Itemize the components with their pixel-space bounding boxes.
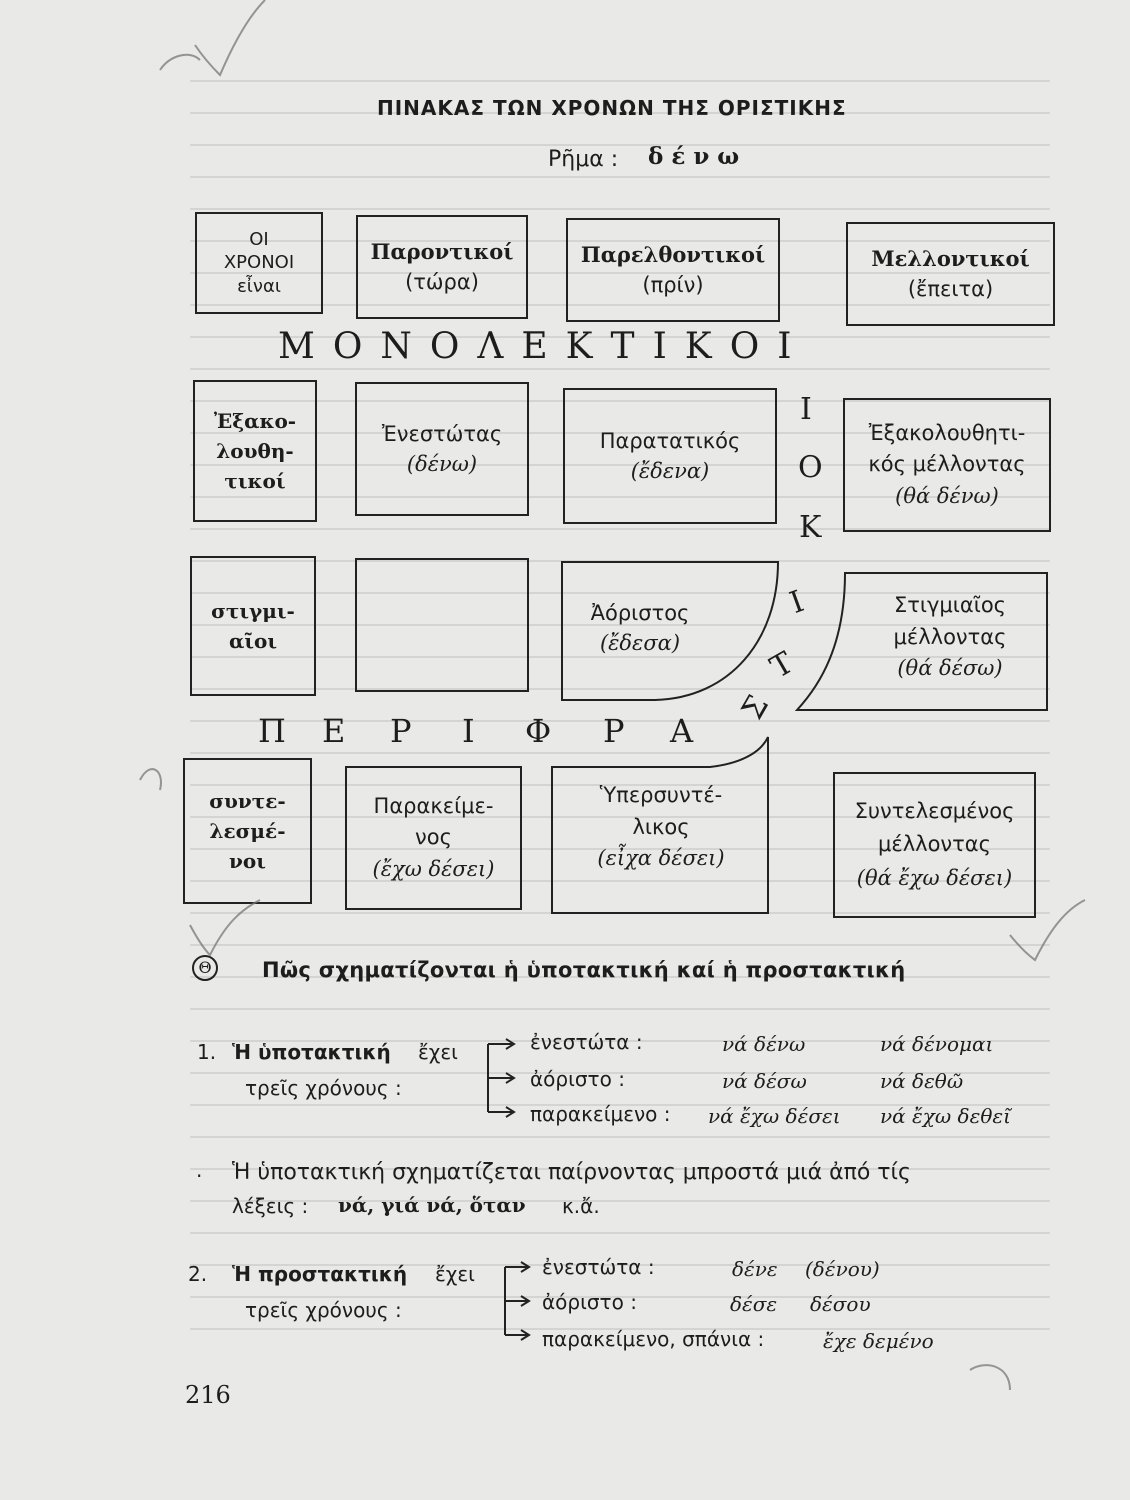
page-number: 216 xyxy=(185,1381,231,1409)
subj-passive: νά δεθῶ xyxy=(880,1069,964,1093)
tense-name: κός μέλλοντας xyxy=(868,452,1026,477)
verb-label: Ρῆμα : xyxy=(548,147,619,172)
periphrastikoi-letter: Ι xyxy=(462,712,475,750)
label-line: στιγμι- xyxy=(211,599,295,623)
tense-example: (θά δέσω) xyxy=(897,656,1003,680)
label-line: συντε- xyxy=(209,789,286,813)
subj-tense-name: παρακείμενο : xyxy=(530,1102,671,1126)
subjunctive-num: 1. xyxy=(197,1040,217,1064)
tense-example: (θά ἔχω δέσει) xyxy=(856,865,1013,890)
tense-example: (ἔδεσα) xyxy=(599,631,681,656)
verb: δ έ ν ω xyxy=(648,143,740,170)
subjunctive-note-words-label: λέξεις : xyxy=(232,1194,309,1218)
monolektikoi-vertical-letter: Τ xyxy=(764,645,800,686)
imperative-has: ἔχει xyxy=(435,1262,475,1286)
section-mark: Θ xyxy=(192,955,218,981)
imp-passive: δέσου xyxy=(810,1292,871,1316)
tense-name: νος xyxy=(415,825,452,850)
tense-name: Ἀόριστος xyxy=(590,601,690,625)
header-line: Παροντικοί xyxy=(370,238,514,264)
label-line: Ἐξακο- xyxy=(213,409,297,433)
subjunctive-three-tenses: τρεῖς χρόνους : xyxy=(245,1076,402,1100)
periphrastikoi-letter: Ρ xyxy=(390,712,412,750)
subj-active: νά δέσω xyxy=(722,1069,807,1093)
tense-name: Ὑπερσυντέ- xyxy=(599,783,723,807)
header-line: ΟΙ xyxy=(249,228,269,250)
label-line: λεσμέ- xyxy=(209,819,286,843)
page-title: ΠΙΝΑΚΑΣ ΤΩΝ ΧΡΟΝΩΝ ΤΗΣ ΟΡΙΣΤΙΚΗΣ xyxy=(377,96,847,120)
subjunctive-title: Ἡ ὑποτακτική xyxy=(232,1040,391,1064)
label-line: αῖοι xyxy=(228,629,278,653)
tense-name: λικος xyxy=(632,814,690,839)
periphrastikoi-letter: Α xyxy=(670,712,694,750)
imp-tense-name: ἀόριστο : xyxy=(542,1290,637,1314)
label-line: τικοί xyxy=(224,469,286,493)
subjunctive-has: ἔχει xyxy=(418,1040,458,1064)
label-line: λουθη- xyxy=(216,439,294,463)
periphrastikoi-letter: Φ xyxy=(525,712,552,750)
tense-example: (δένω) xyxy=(406,452,478,476)
tense-example: (θά δένω) xyxy=(895,483,999,508)
subj-tense-name: ἀόριστο : xyxy=(530,1067,625,1091)
imp-passive: (δένου) xyxy=(805,1257,880,1281)
header-line: (ἔπειτα) xyxy=(907,277,994,301)
subj-passive: νά δένομαι xyxy=(880,1032,994,1056)
header-line: εἶναι xyxy=(237,275,281,297)
tense-name: Παρατατικός xyxy=(599,428,741,453)
imperative-title: Ἡ προστακτική xyxy=(232,1262,408,1286)
imp-tense-name: παρακείμενο, σπάνια : xyxy=(542,1327,765,1351)
imp-active: ἔχε δεμένο xyxy=(823,1329,934,1353)
subj-active: νά ἔχω δέσει xyxy=(708,1104,841,1128)
header-line: ΧΡΟΝΟΙ xyxy=(223,252,295,274)
monolektikoi-vertical-letter: Σ xyxy=(735,689,777,726)
monolektikoi-vertical-letter: Ο xyxy=(798,450,823,485)
imp-active: δένε xyxy=(732,1257,778,1281)
label-line: νοι xyxy=(229,849,266,873)
imperative-num: 2. xyxy=(188,1262,208,1286)
header-line: (τώρα) xyxy=(405,270,479,294)
imperative-three-tenses: τρεῖς χρόνους : xyxy=(245,1298,402,1322)
tense-name: Ἐνεστώτας xyxy=(381,421,503,446)
subj-active: νά δένω xyxy=(722,1032,806,1056)
tense-name: Στιγμιαῖος xyxy=(893,593,1007,617)
header-line: Μελλοντικοί xyxy=(871,245,1030,271)
monolektikoi-vertical-letter: Ι xyxy=(800,392,812,427)
header-line: Παρελθοντικοί xyxy=(580,241,766,267)
section-title: Πῶς σχηματίζονται ἡ ὑποτακτική καί ἡ προστακτική xyxy=(262,958,906,982)
subj-tense-name: ἐνεστώτα : xyxy=(530,1030,643,1054)
tense-name: Παρακείμε- xyxy=(373,793,494,818)
note-dot: . xyxy=(196,1158,203,1182)
imp-tense-name: ἐνεστώτα : xyxy=(542,1255,655,1279)
tense-name: Συντελεσμένος xyxy=(854,798,1015,823)
header-line: (πρίν) xyxy=(642,273,704,297)
periphrastikoi-letter: Ρ xyxy=(603,712,625,750)
monolektikoi-vertical-letter: Ι xyxy=(785,584,809,621)
subj-passive: νά ἔχω δεθεῖ xyxy=(880,1104,1011,1128)
subjunctive-note-words: νά, γιά νά, ὅταν xyxy=(338,1193,526,1217)
periphrastikoi-letter: Ε xyxy=(322,712,346,750)
tense-example: (εἶχα δέσει) xyxy=(597,846,725,870)
subjunctive-note-etc: κ.ἄ. xyxy=(562,1194,600,1218)
tense-name: Ἐξακολουθητι- xyxy=(868,420,1026,445)
monolektikoi-vertical-letter: Κ xyxy=(799,510,822,545)
tense-example: (ἔχω δέσει) xyxy=(372,856,495,881)
monolektikoi-label: ΜΟΝΟΛΕΚΤΙΚΟΙ xyxy=(278,326,810,367)
tense-example: (ἔδενα) xyxy=(630,459,710,483)
tense-name: μέλλοντας xyxy=(893,624,1007,649)
periphrastikoi-letter: Π xyxy=(258,712,286,750)
tense-name: μέλλοντας xyxy=(878,832,991,857)
subjunctive-note: Ἡ ὑποτακτική σχηματίζεται παίρνοντας μπροστά μιά ἀπό τίς xyxy=(232,1160,911,1185)
imp-active: δέσε xyxy=(730,1292,778,1316)
